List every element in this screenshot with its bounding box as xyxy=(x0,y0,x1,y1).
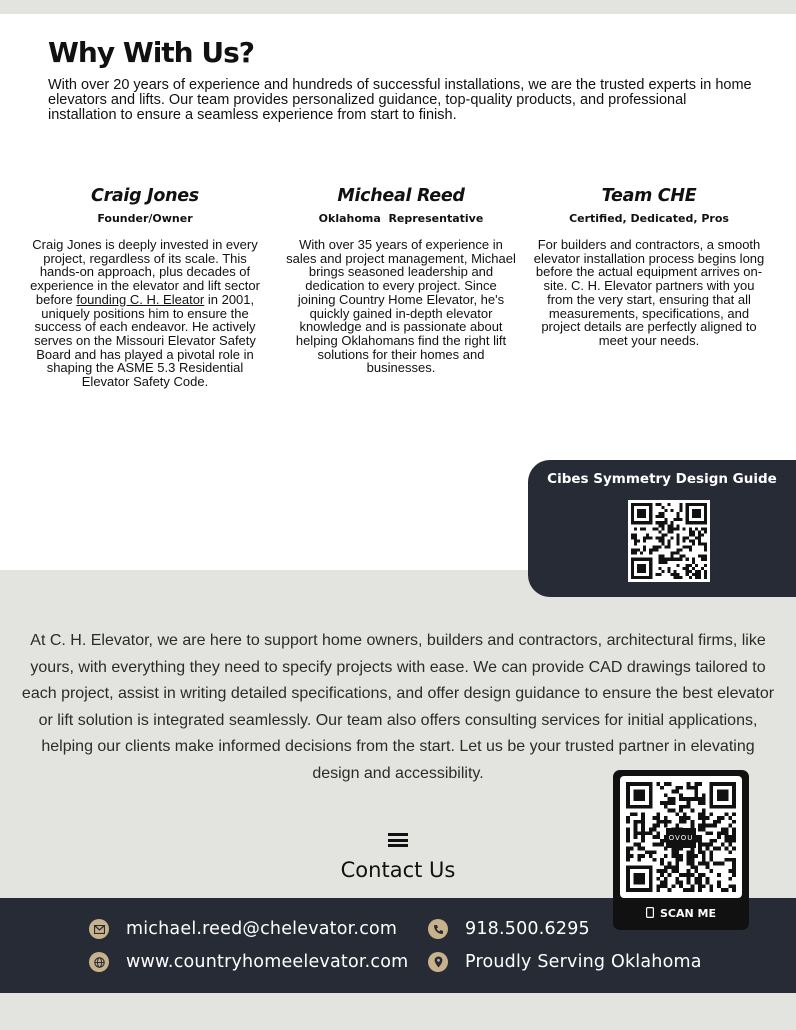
location-text: Proudly Serving Oklahoma xyxy=(465,952,702,972)
website-text[interactable]: www.countryhomeelevator.com xyxy=(126,952,409,972)
member-role: Founder/Owner xyxy=(97,212,193,225)
email-row[interactable] xyxy=(89,919,397,939)
support-paragraph: At C. H. Elevator, we are here to support home owners, builders and contractors, architectural firms, like yours, with everything they need to specify projects with ease. We can provide CAD drawings tailored to each project, assist in writing detailed specifications, and offer design guidance to ensure the best elevator or lift solution is integrated seamlessly. Our team also offers consulting services for initial applications, helping our clients make informed decisions from the start. Let us be your trusted partner in elevating design and accessibility. xyxy=(21,632,775,782)
member-bio: Craig Jones is deeply invested in every project, regardless of its scale. This hands-on approach, plus decades of experience in the elevator and lift sector before founding C. H. Eleator in 2001, uniquely positions him to ensure the success of each endeavor. He actively serves on the Missouri Elevator Safety Board and has played a pivotal role in shaping the ASME 5.3 Residential Elevator Safety Code. xyxy=(30,237,260,390)
menu-icon xyxy=(388,833,408,847)
contact-title: Contact Us xyxy=(340,858,456,882)
member-role: Certified, Dedicated, Pros xyxy=(569,212,729,225)
design-guide-title: Cibes Symmetry Design Guide xyxy=(547,471,777,487)
member-bio: For builders and contractors, a smooth elevator installation process begins long before the actual equipment arrives on-site. C. H. Elevator partners with you from the very start, ensuring that all measurements, specifications, and project details are perfectly aligned to meet your needs. xyxy=(533,237,765,348)
member-role: Oklahoma Representative xyxy=(318,212,484,225)
smartphone-icon xyxy=(646,907,654,918)
member-name: Micheal Reed xyxy=(337,186,465,206)
team-member-micheal xyxy=(285,186,517,375)
globe-icon xyxy=(89,952,109,972)
scan-me-label: SCAN ME xyxy=(613,907,749,920)
top-band xyxy=(0,0,796,14)
map-pin-icon xyxy=(428,952,448,972)
member-name: Team CHE xyxy=(601,186,697,206)
founding-link[interactable]: founding C. H. Eleator xyxy=(76,291,205,307)
intro-paragraph: With over 20 years of experience and hundreds of successful installations, we are the trusted experts in home elevators and lifts. Our team provides personalized guidance, top-quality products, and professional installation to ensure a seamless experience from start to finish. xyxy=(48,77,752,123)
team-member-craig xyxy=(29,186,261,389)
team-member-che xyxy=(533,186,765,348)
phone-icon xyxy=(428,919,448,939)
bottom-band xyxy=(0,993,796,1030)
location-row xyxy=(428,952,702,972)
scan-me-qr-card[interactable] xyxy=(613,770,749,930)
website-row[interactable] xyxy=(89,952,408,972)
design-guide-qr-code[interactable] xyxy=(628,500,710,582)
mail-icon xyxy=(89,919,109,939)
phone-row[interactable] xyxy=(428,919,590,939)
member-bio: With over 35 years of experience in sales and project management, Michael brings seasoned leadership and dedication to every project. Since joining Country Home Elevator, he's quickly gained in-depth elevator knowledge and is passionate about helping Oklahomans find the right lift solutions for their homes and businesses. xyxy=(286,237,516,376)
email-text[interactable]: michael.reed@chelevator.com xyxy=(126,919,398,939)
ovou-logo: OVOU xyxy=(666,828,696,848)
phone-text[interactable]: 918.500.6295 xyxy=(465,919,590,939)
page-title: Why With Us? xyxy=(48,36,255,69)
member-name: Craig Jones xyxy=(91,186,199,206)
design-guide-card[interactable] xyxy=(528,460,796,597)
contact-qr-code[interactable] xyxy=(620,776,742,898)
